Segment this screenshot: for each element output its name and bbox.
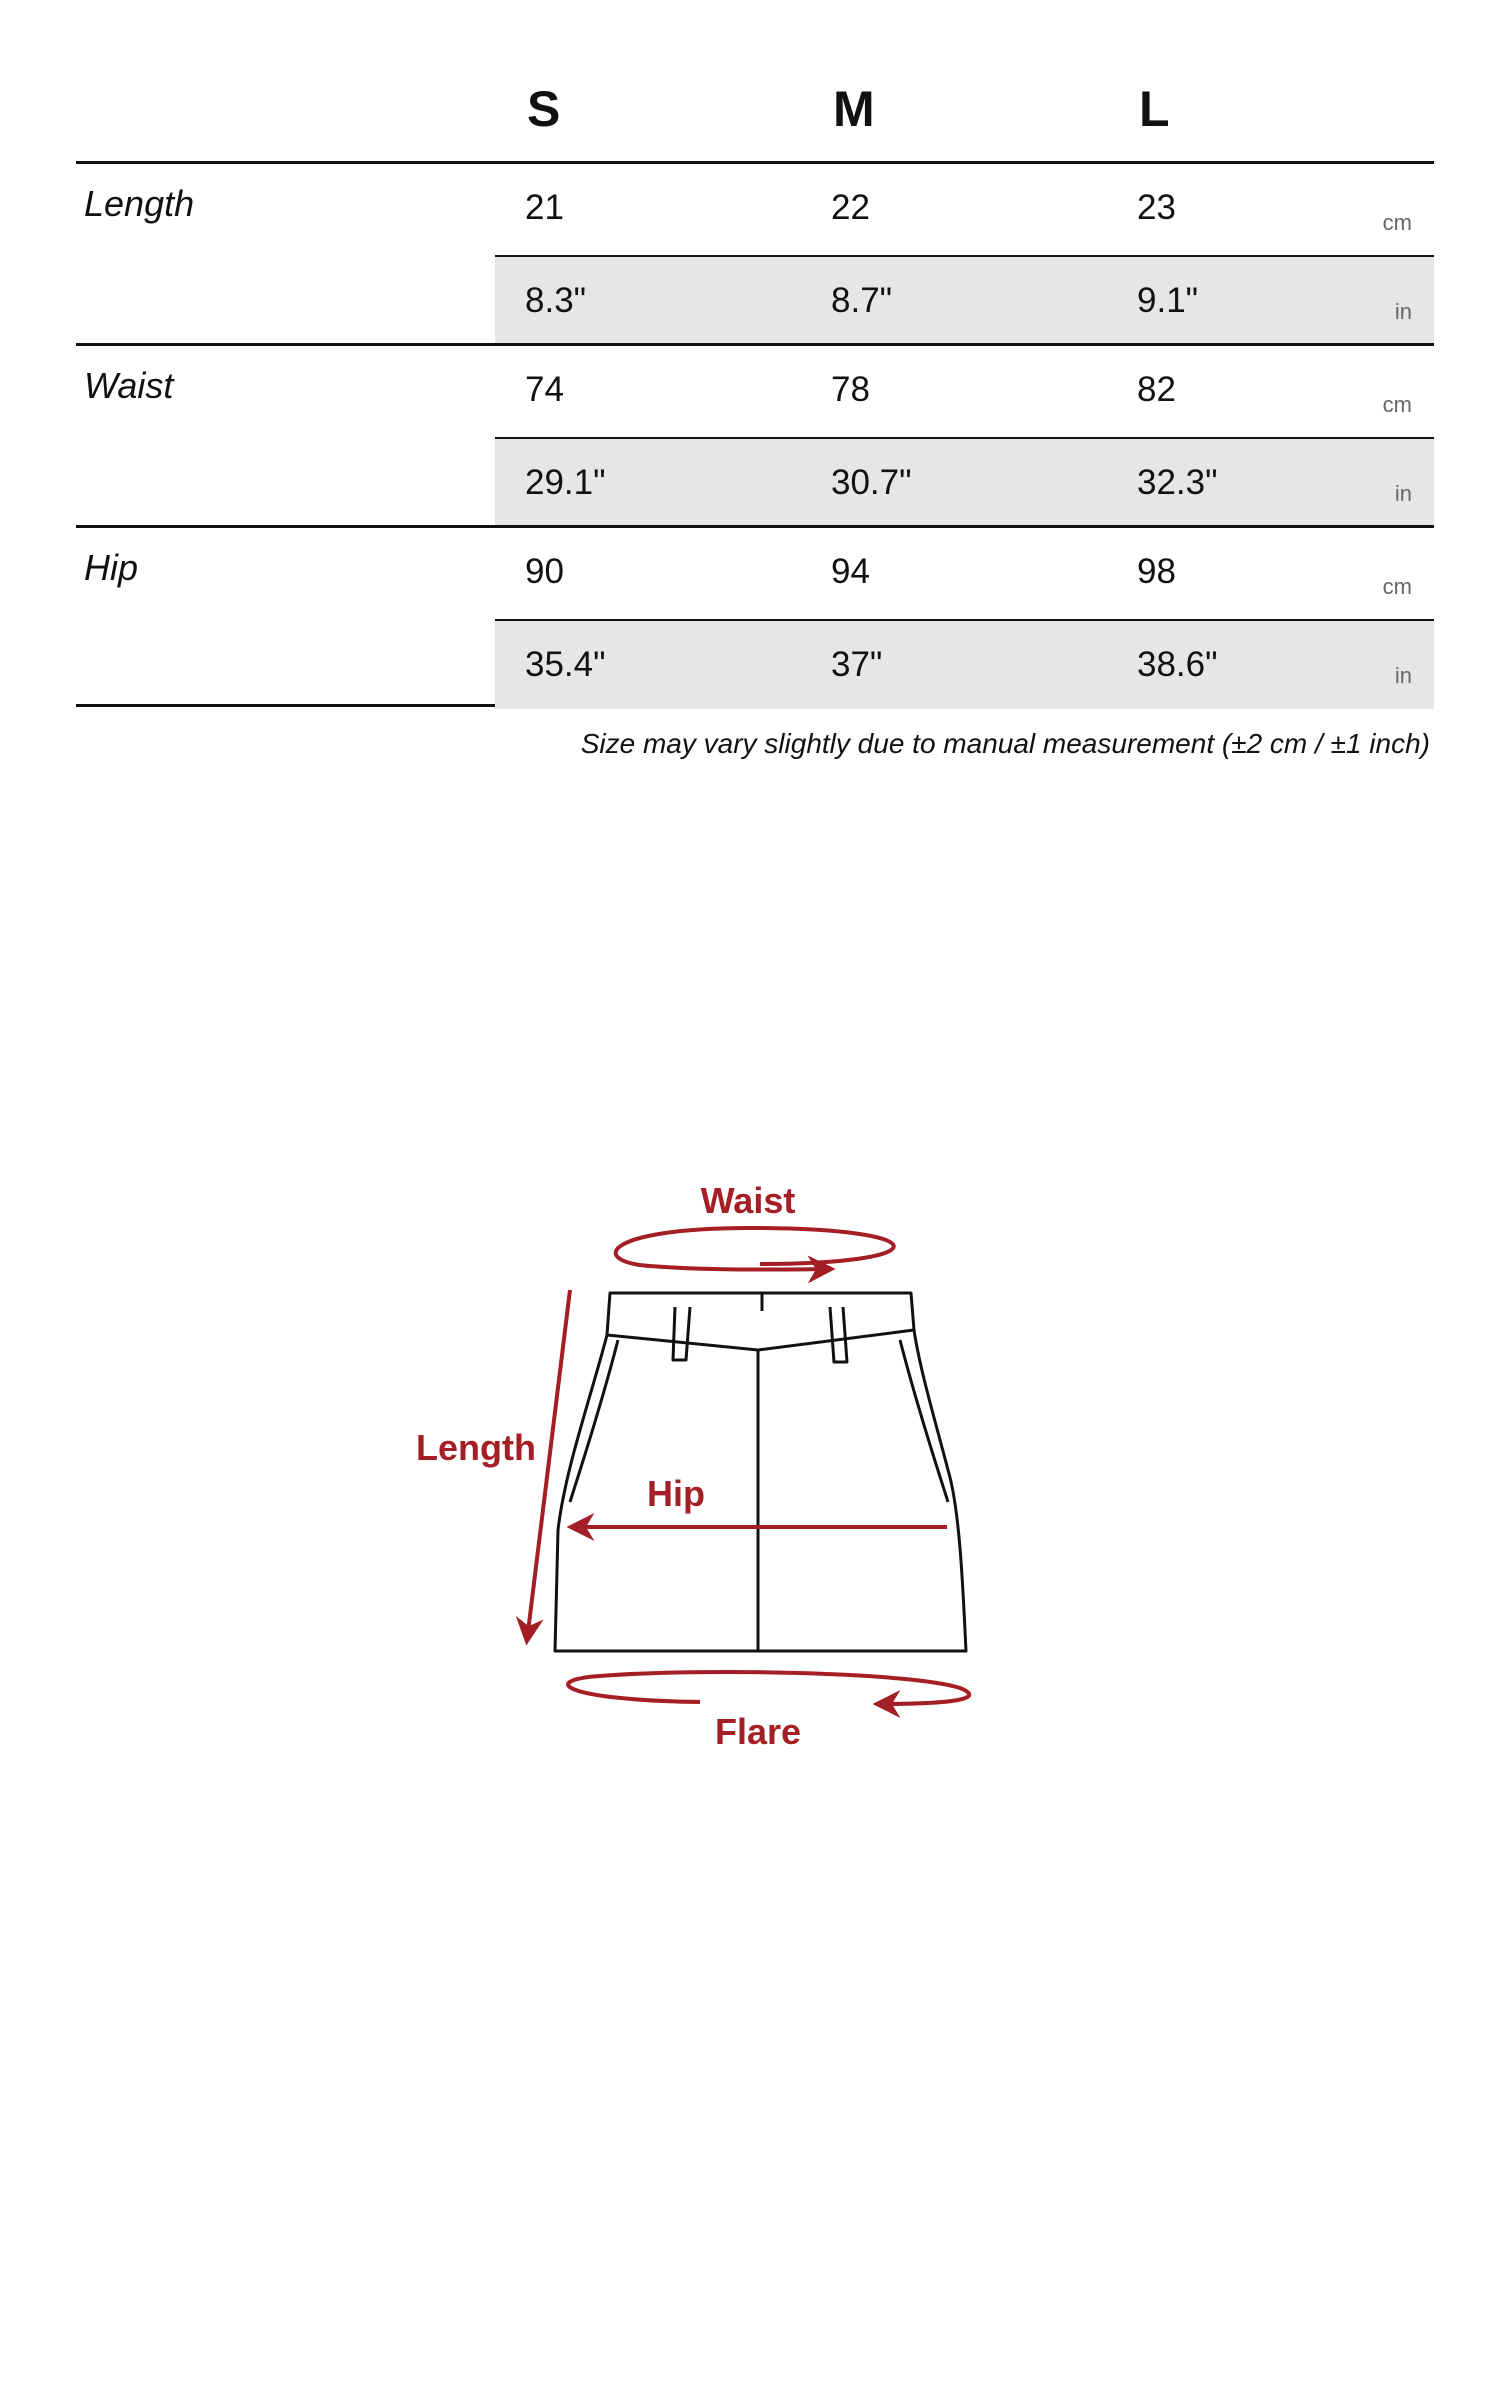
length-label: Length [416,1427,536,1468]
cm-row [495,346,1434,436]
skirt-measurement-diagram [0,1140,1500,1780]
belt-loop-left [673,1307,690,1360]
value-m-cm: 94 [831,552,870,591]
value-s-in: 8.3" [525,281,587,320]
measurement-label: Waist [84,365,174,406]
flare-arrow [568,1672,969,1704]
value-l-cm: 98 [1137,552,1176,591]
unit-in: in [1394,663,1412,688]
unit-in: in [1394,481,1412,506]
size-chart [76,0,1434,759]
value-s-cm: 74 [525,370,564,409]
size-header-m: M [833,81,875,137]
unit-in: in [1394,299,1412,324]
measurement-note: Size may vary slightly due to manual measurement (±2 cm / ±1 inch) [580,728,1430,759]
value-l-cm: 82 [1137,370,1176,409]
unit-cm: cm [1382,392,1412,417]
value-s-cm: 21 [525,188,564,227]
waist-arrow [616,1228,894,1270]
pocket-left [570,1340,618,1502]
measurement-group-length [76,161,1434,343]
in-row [495,619,1434,709]
value-l-in: 38.6" [1137,645,1218,684]
size-header-l: L [1139,81,1170,137]
cm-row [495,528,1434,618]
measurement-group-waist [76,343,1434,525]
value-m-in: 37" [831,645,883,684]
waist-label: Waist [700,1180,796,1221]
value-s-in: 29.1" [525,463,606,502]
in-row [495,255,1434,345]
unit-cm: cm [1382,210,1412,235]
skirt-body [555,1330,966,1651]
value-m-cm: 22 [831,188,870,227]
skirt-outline [555,1293,966,1651]
value-s-cm: 90 [525,552,564,591]
belt-loop-right [830,1307,847,1362]
value-m-in: 8.7" [831,281,893,320]
cm-row [495,164,1434,254]
size-header-row [76,0,1434,161]
value-l-cm: 23 [1137,188,1176,227]
flare-label: Flare [714,1711,802,1752]
unit-cm: cm [1382,574,1412,599]
hip-label: Hip [647,1473,705,1514]
value-l-in: 9.1" [1137,281,1199,320]
value-m-cm: 78 [831,370,870,409]
measurement-label: Hip [84,547,139,588]
measurement-group-hip [76,525,1434,707]
pocket-right [900,1340,948,1502]
value-l-in: 32.3" [1137,463,1218,502]
value-s-in: 35.4" [525,645,606,684]
value-m-in: 30.7" [831,463,912,502]
in-row [495,437,1434,527]
size-header-s: S [527,81,561,137]
measurement-label: Length [84,183,195,224]
